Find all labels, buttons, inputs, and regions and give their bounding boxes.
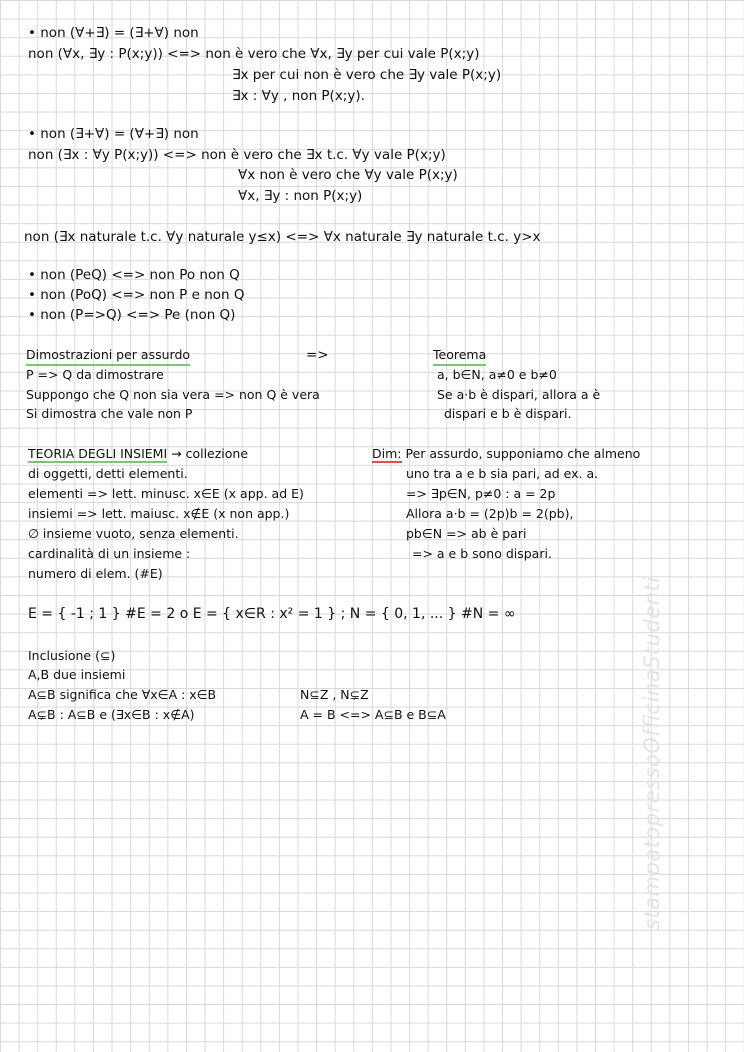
inclusione-line1: A,B due insiemi xyxy=(28,667,126,682)
insiemi-line4: ∅ insieme vuoto, senza elementi. xyxy=(28,526,239,541)
inclusione-right1: N⊆Z , N⊊Z xyxy=(300,687,369,702)
watermark: stampatopressoOfficinaStudenti xyxy=(640,576,664,930)
insiemi-line6: numero di elem. (#E) xyxy=(28,566,163,581)
bullet-2: • non (PoQ) <=> non P e non Q xyxy=(28,287,245,303)
insiemi-title-row xyxy=(28,445,248,463)
block1-line1: • non (∀+∃) = (∃+∀) non xyxy=(28,25,199,41)
block1-line4: ∃x : ∀y , non P(x;y). xyxy=(232,88,365,104)
block2-line1: • non (∃+∀) = (∀+∃) non xyxy=(28,126,199,142)
teorema-title: Teorema xyxy=(433,346,486,366)
dimostrazione-line1: P => Q da dimostrare xyxy=(26,367,164,382)
dim-line4: Allora a·b = (2p)b = 2(pb), xyxy=(406,506,574,521)
block2-line3: ∀x non è vero che ∀y vale P(x;y) xyxy=(238,167,458,183)
cardinality-line: E = { -1 ; 1 } #E = 2 o E = { x∈R : x² = 1 } ; N = { 0, 1, ... } #N = ∞ xyxy=(28,606,516,622)
insiemi-line2: elementi => lett. minusc. x∈E (x app. ad E) xyxy=(28,486,304,501)
inclusione-line2: A⊆B significa che ∀x∈A : x∈B xyxy=(28,687,217,702)
block2-line4: ∀x, ∃y : non P(x;y) xyxy=(238,188,363,204)
inclusione-line3: A⊊B : A⊆B e (∃x∈B : x∉A) xyxy=(28,707,195,722)
dim-line5: pb∈N => ab è pari xyxy=(406,526,527,541)
bullet-1: • non (PeQ) <=> non Po non Q xyxy=(28,267,240,283)
dim-line6: => a e b sono dispari. xyxy=(412,546,552,561)
dim-label: Dim: xyxy=(372,446,402,461)
dimostrazione-line2: Suppongo che Q non sia vera => non Q è vera xyxy=(26,387,320,402)
dimostrazione-line3: Si dimostra che vale non P xyxy=(26,406,193,421)
insiemi-line3: insiemi => lett. maiusc. x∉E (x non app.) xyxy=(28,506,290,521)
teorema-line1: a, b∈N, a≠0 e b≠0 xyxy=(437,367,557,382)
block1-line2: non (∀x, ∃y : P(x;y)) <=> non è vero che ∀x, ∃y per cui vale P(x;y) xyxy=(28,46,480,62)
inclusione-right2: A = B <=> A⊆B e B⊆A xyxy=(300,707,446,722)
dim-row1 xyxy=(372,445,640,463)
dim-line1: Per assurdo, supponiamo che almeno xyxy=(405,446,641,461)
inclusione-title: Inclusione (⊆) xyxy=(28,648,116,663)
dim-line3: => ∃p∈N, p≠0 : a = 2p xyxy=(406,486,556,501)
insiemi-title-rest: → collezione xyxy=(171,446,249,461)
teorema-line2: Se a·b è dispari, allora a è xyxy=(437,387,601,402)
insiemi-title: TEORIA DEGLI INSIEMI xyxy=(28,446,168,461)
teorema-line3: dispari e b è dispari. xyxy=(444,406,572,421)
bullet-3: • non (P=>Q) <=> Pe (non Q) xyxy=(28,307,236,323)
block2-line2: non (∃x : ∀y P(x;y)) <=> non è vero che ∃x t.c. ∀y vale P(x;y) xyxy=(28,147,446,163)
insiemi-line5: cardinalità di un insieme : xyxy=(28,546,191,561)
dim-line2: uno tra a e b sia pari, ad ex. a. xyxy=(406,466,599,481)
naturale-line: non (∃x naturale t.c. ∀y naturale y≤x) <=> ∀x naturale ∃y naturale t.c. y>x xyxy=(24,229,541,245)
insiemi-line1: di oggetti, detti elementi. xyxy=(28,466,188,481)
dimostrazione-arrow: => xyxy=(306,347,329,363)
dimostrazione-title: Dimostrazioni per assurdo xyxy=(26,346,190,366)
block1-line3: ∃x per cui non è vero che ∃y vale P(x;y) xyxy=(232,67,502,83)
